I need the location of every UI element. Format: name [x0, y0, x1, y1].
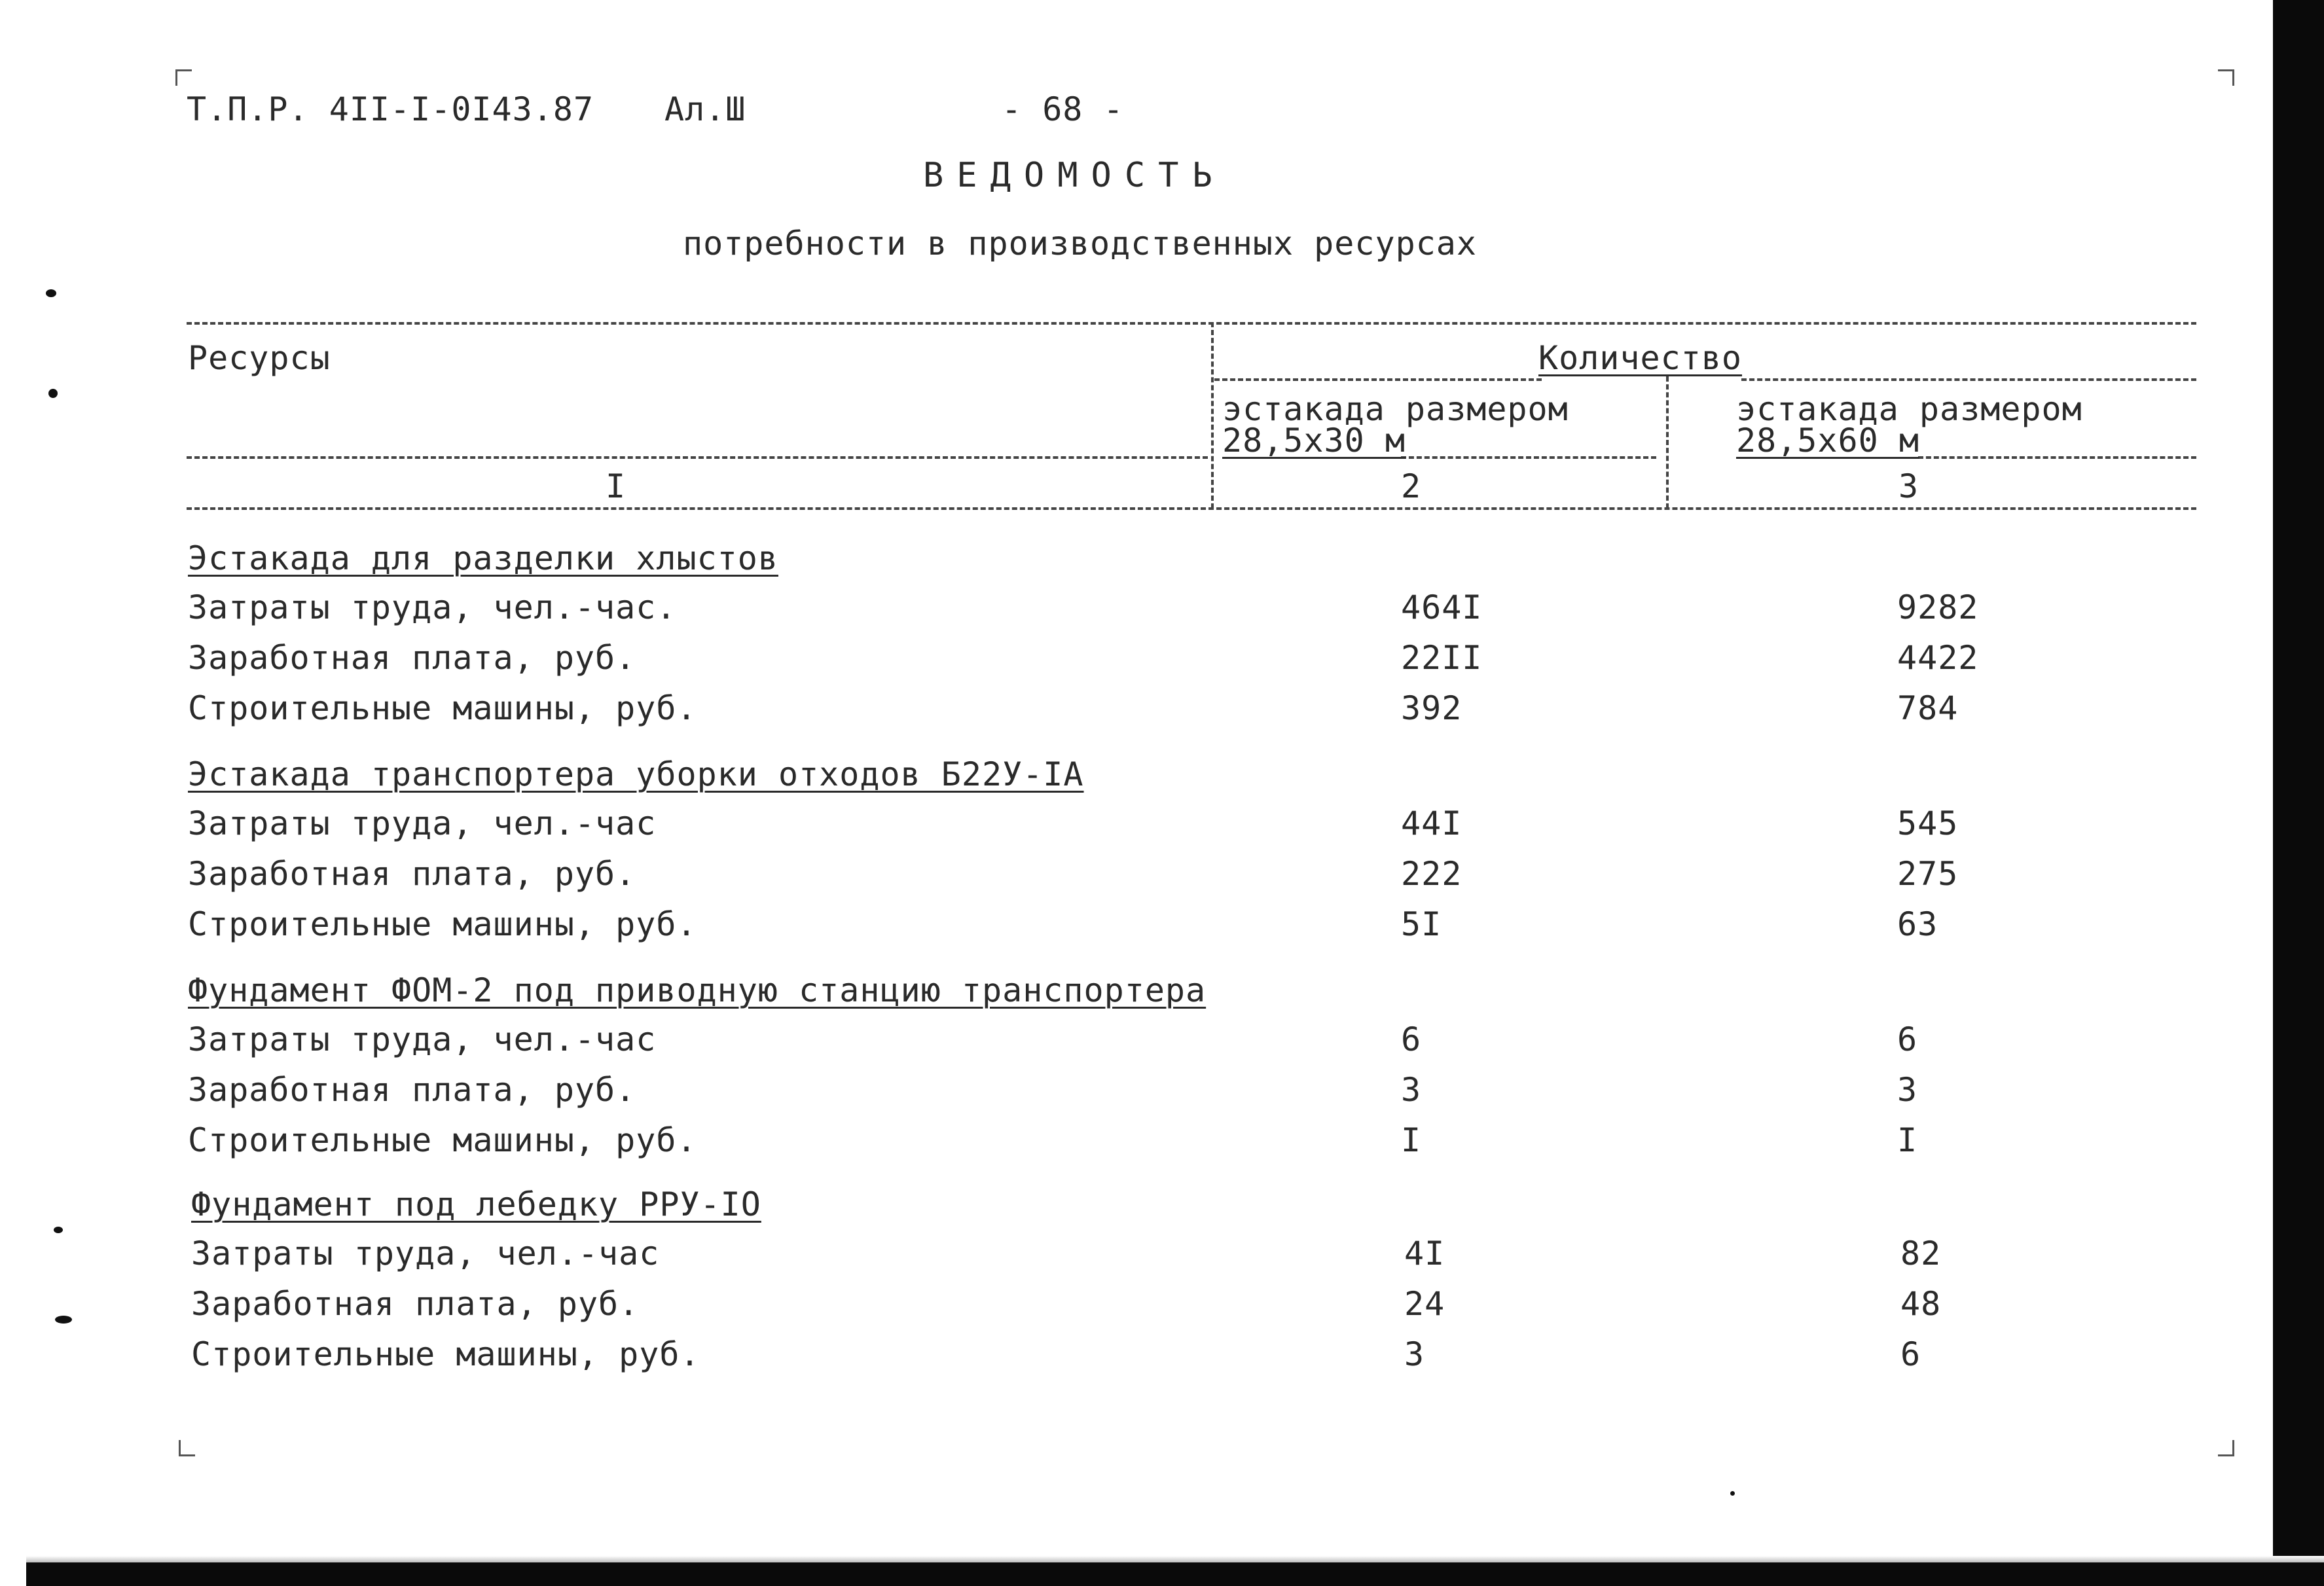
table-rule-header-mid-left	[187, 456, 1208, 459]
row-value-col3: 3	[1897, 1071, 1918, 1109]
frame-corner-bottom-right	[2218, 1440, 2234, 1456]
row-label: Строительные машины, руб.	[191, 1335, 700, 1373]
row-value-col2: 392	[1401, 689, 1462, 727]
row-label: Строительные машины, руб.	[188, 689, 697, 727]
row-value-col3: I	[1897, 1121, 1918, 1159]
section-title: Фундамент ФОМ-2 под приводную станцию транспортера	[188, 971, 1207, 1009]
scan-edge-bottom-shadow	[26, 1556, 2324, 1562]
row-value-col2: I	[1401, 1121, 1422, 1159]
frame-corner-top-left	[175, 69, 192, 86]
table-header-col3-line2: 28,5х60 м	[1736, 422, 1919, 460]
row-value-col3: 63	[1897, 905, 1938, 943]
row-label: Заработная плата, руб.	[188, 639, 636, 677]
document-subtitle: потребности в производственных ресурсах	[683, 225, 1477, 262]
row-value-col3: 784	[1897, 689, 1959, 727]
table-column-divider-2	[1666, 376, 1669, 509]
row-label: Затраты труда, чел.-час.	[188, 588, 677, 626]
frame-corner-top-right	[2218, 69, 2234, 86]
table-header-quantity: Количество	[1538, 339, 1743, 377]
row-label: Затраты труда, чел.-час	[188, 804, 657, 842]
table-rule-header-mid-right	[1918, 456, 2196, 459]
row-value-col3: 9282	[1897, 588, 1979, 626]
section-title: Эстакада для разделки хлыстов	[188, 539, 778, 577]
scan-speck	[48, 389, 58, 398]
table-rule-quantity-left	[1214, 378, 1542, 381]
row-label: Строительные машины, руб.	[188, 1121, 697, 1159]
scan-edge-bottom	[26, 1562, 2324, 1586]
row-label: Затраты труда, чел.-час	[191, 1235, 660, 1272]
document-title: ВЕДОМОСТЬ	[923, 156, 1226, 195]
row-label: Заработная плата, руб.	[188, 855, 636, 893]
table-header-col3-line1: эстакада размером	[1736, 390, 2082, 428]
row-value-col2: 3	[1401, 1071, 1422, 1109]
row-value-col3: 6	[1897, 1020, 1918, 1058]
row-value-col2: 22II	[1401, 639, 1483, 677]
row-value-col3: 82	[1900, 1235, 1942, 1272]
page-number: - 68 -	[1002, 90, 1124, 128]
row-label: Затраты труда, чел.-час	[188, 1020, 657, 1058]
table-header-number-3: 3	[1898, 467, 1919, 505]
document-sheet: Ал.Ш	[664, 90, 746, 128]
row-value-col2: 6	[1401, 1020, 1422, 1058]
row-value-col3: 275	[1897, 855, 1959, 893]
row-value-col2: 5I	[1401, 905, 1442, 943]
row-value-col3: 545	[1897, 804, 1959, 842]
scan-edge-right	[2273, 0, 2324, 1586]
table-rule-top	[187, 322, 2196, 325]
table-header-col2-line1: эстакада размером	[1222, 390, 1569, 428]
row-value-col2: 4I	[1404, 1235, 1445, 1272]
section-title: Эстакада транспортера уборки отходов Б22У-IА	[188, 755, 1084, 793]
row-value-col3: 4422	[1897, 639, 1979, 677]
row-value-col2: 24	[1404, 1285, 1445, 1323]
table-header-resources: Ресурсы	[188, 339, 331, 377]
table-rule-quantity-right	[1741, 378, 2196, 381]
table-rule-header-bottom	[187, 507, 2196, 510]
scan-speck	[55, 1316, 72, 1324]
row-label: Заработная плата, руб.	[188, 1071, 636, 1109]
row-label: Строительные машины, руб.	[188, 905, 697, 943]
scan-speck	[54, 1227, 63, 1233]
table-header-number-1: I	[606, 467, 626, 505]
table-column-divider-1	[1211, 322, 1214, 509]
row-value-col2: 222	[1401, 855, 1462, 893]
row-value-col2: 44I	[1401, 804, 1462, 842]
table-rule-header-mid-center	[1401, 456, 1656, 459]
frame-corner-bottom-left	[179, 1440, 195, 1456]
table-header-col2-line2: 28,5х30 м	[1222, 422, 1406, 460]
section-title: Фундамент под лебедку РРУ-IО	[191, 1185, 761, 1223]
row-value-col2: 3	[1404, 1335, 1425, 1373]
row-value-col3: 48	[1900, 1285, 1942, 1323]
row-value-col2: 464I	[1401, 588, 1483, 626]
scan-speck	[46, 289, 56, 297]
row-value-col3: 6	[1900, 1335, 1921, 1373]
table-header-number-2: 2	[1401, 467, 1422, 505]
row-label: Заработная плата, руб.	[191, 1285, 640, 1323]
document-code: Т.П.Р. 4II-I-0I43.87	[187, 90, 594, 128]
scan-speck	[1730, 1491, 1735, 1496]
